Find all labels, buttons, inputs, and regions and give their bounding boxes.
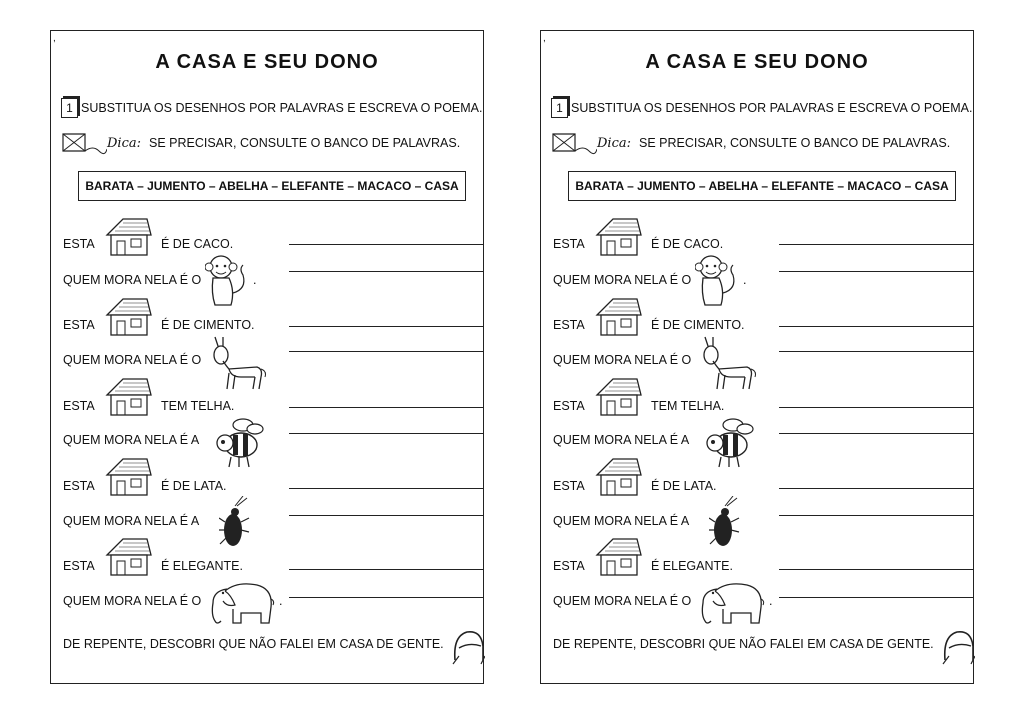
line-text: QUEM MORA NELA É O xyxy=(553,353,692,367)
answer-line[interactable] xyxy=(779,407,973,408)
answer-line[interactable] xyxy=(779,433,973,434)
answer-line[interactable] xyxy=(289,569,483,570)
poem-line-9-end: É ELEGANTE. xyxy=(651,559,733,573)
poem-line-4 xyxy=(63,353,201,367)
cockroach-icon xyxy=(709,496,743,552)
poem-line-2-end: . xyxy=(743,273,747,287)
poem-line-5-end: TEM TELHA. xyxy=(651,399,725,413)
house-icon xyxy=(103,537,153,577)
poem-line-10 xyxy=(63,594,201,608)
bee-icon xyxy=(215,413,265,469)
house-icon xyxy=(103,297,153,337)
line-text: QUEM MORA NELA É A xyxy=(553,514,690,528)
poem-line-9 xyxy=(553,559,585,573)
instruction-text: SUBSTITUA OS DESENHOS POR PALAVRAS E ESCREVA O POEMA. xyxy=(571,101,973,115)
line-text: ESTA xyxy=(63,559,95,573)
final-line: DE REPENTE, DESCOBRI QUE NÃO FALEI EM CASA DE GENTE. xyxy=(553,637,934,651)
answer-line[interactable] xyxy=(779,488,973,489)
poem-line-10 xyxy=(553,594,691,608)
word-bank: BARATA – JUMENTO – ABELHA – ELEFANTE – MACACO – CASA xyxy=(568,171,956,201)
line-text: QUEM MORA NELA É O xyxy=(63,594,202,608)
answer-line[interactable] xyxy=(779,597,973,598)
answer-line[interactable] xyxy=(779,326,973,327)
donkey-icon xyxy=(695,333,757,391)
answer-line[interactable] xyxy=(779,271,973,272)
poem-line-1-end: É DE CACO. xyxy=(651,237,724,251)
poem-line-4 xyxy=(553,353,691,367)
tip xyxy=(61,131,460,155)
tip-label: Dica: xyxy=(107,135,141,151)
worksheet-right xyxy=(540,30,974,684)
line-text: ESTA xyxy=(553,479,585,493)
elephant-icon xyxy=(697,579,767,627)
poem-line-2-end: . xyxy=(253,273,257,287)
worksheet-left xyxy=(50,30,484,684)
answer-line[interactable] xyxy=(779,569,973,570)
answer-line[interactable] xyxy=(289,597,483,598)
line-text: ESTA xyxy=(63,479,95,493)
house-icon xyxy=(593,537,643,577)
page-title: A CASA E SEU DONO xyxy=(645,51,869,73)
hat-icon xyxy=(941,616,975,666)
poem-line-3-end: É DE CIMENTO. xyxy=(161,318,255,332)
poem-line-7-end: É DE LATA. xyxy=(651,479,717,493)
poem-line-8 xyxy=(63,514,199,528)
house-icon xyxy=(593,217,643,257)
poem-line-9-end: É ELEGANTE. xyxy=(161,559,243,573)
answer-line[interactable] xyxy=(289,515,483,516)
line-text: QUEM MORA NELA É O xyxy=(553,594,692,608)
answer-line[interactable] xyxy=(289,351,483,352)
hat-icon xyxy=(451,616,485,666)
answer-line[interactable] xyxy=(289,433,483,434)
answer-line[interactable] xyxy=(289,326,483,327)
poem-line-10-end: . xyxy=(279,594,283,608)
house-icon xyxy=(593,377,643,417)
house-icon xyxy=(103,457,153,497)
instruction-number: 1 xyxy=(61,98,78,118)
tip-text: SE PRECISAR, CONSULTE O BANCO DE PALAVRAS. xyxy=(639,136,951,150)
poem-line-8 xyxy=(553,514,689,528)
line-text: QUEM MORA NELA É O xyxy=(63,273,202,287)
poem-line-6 xyxy=(553,433,689,447)
house-icon xyxy=(593,457,643,497)
line-text: QUEM MORA NELA É A xyxy=(553,433,690,447)
line-text: ESTA xyxy=(553,399,585,413)
poem-line-6 xyxy=(63,433,199,447)
final-line: DE REPENTE, DESCOBRI QUE NÃO FALEI EM CASA DE GENTE. xyxy=(63,637,444,651)
poem-line-5-end: TEM TELHA. xyxy=(161,399,235,413)
instruction-number: 1 xyxy=(551,98,568,118)
line-text: ESTA xyxy=(63,237,95,251)
poem-line-9 xyxy=(63,559,95,573)
answer-line[interactable] xyxy=(779,351,973,352)
word-bank: BARATA – JUMENTO – ABELHA – ELEFANTE – MACACO – CASA xyxy=(78,171,466,201)
line-text: ESTA xyxy=(63,399,95,413)
tip-text: SE PRECISAR, CONSULTE O BANCO DE PALAVRAS. xyxy=(149,136,461,150)
line-text: ESTA xyxy=(553,237,585,251)
answer-line[interactable] xyxy=(289,244,483,245)
line-text: ESTA xyxy=(63,318,95,332)
poem-line-1 xyxy=(63,237,95,251)
line-text: QUEM MORA NELA É A xyxy=(63,514,200,528)
answer-line[interactable] xyxy=(289,488,483,489)
house-icon xyxy=(593,297,643,337)
instruction-text: SUBSTITUA OS DESENHOS POR PALAVRAS E ESCREVA O POEMA. xyxy=(81,101,483,115)
line-text: QUEM MORA NELA É A xyxy=(63,433,200,447)
poem-line-3-end: É DE CIMENTO. xyxy=(651,318,745,332)
house-icon xyxy=(103,377,153,417)
tip xyxy=(551,131,950,155)
page-title: A CASA E SEU DONO xyxy=(155,51,379,73)
line-text: ESTA xyxy=(553,318,585,332)
monkey-icon xyxy=(205,253,249,309)
poem-line-7-end: É DE LATA. xyxy=(161,479,227,493)
kite-icon xyxy=(551,131,597,155)
poem-line-2 xyxy=(63,273,201,287)
donkey-icon xyxy=(205,333,267,391)
line-text: QUEM MORA NELA É O xyxy=(63,353,202,367)
answer-line[interactable] xyxy=(289,407,483,408)
cockroach-icon xyxy=(219,496,253,552)
poem-line-5 xyxy=(63,399,95,413)
poem-line-1-end: É DE CACO. xyxy=(161,237,234,251)
poem-line-5 xyxy=(553,399,585,413)
answer-line[interactable] xyxy=(779,515,973,516)
line-text: QUEM MORA NELA É O xyxy=(553,273,692,287)
poem-line-10-end: . xyxy=(769,594,773,608)
poem-line-3 xyxy=(63,318,95,332)
answer-line[interactable] xyxy=(779,244,973,245)
bee-icon xyxy=(705,413,755,469)
elephant-icon xyxy=(207,579,277,627)
line-text: ESTA xyxy=(553,559,585,573)
monkey-icon xyxy=(695,253,739,309)
poem-line-7 xyxy=(553,479,585,493)
poem-line-1 xyxy=(553,237,585,251)
tip-label: Dica: xyxy=(597,135,631,151)
poem-line-7 xyxy=(63,479,95,493)
corner-mark: , xyxy=(53,33,56,44)
poem-line-3 xyxy=(553,318,585,332)
poem-line-2 xyxy=(553,273,691,287)
instruction xyxy=(61,98,483,118)
answer-line[interactable] xyxy=(289,271,483,272)
house-icon xyxy=(103,217,153,257)
corner-mark: , xyxy=(543,33,546,44)
instruction xyxy=(551,98,973,118)
kite-icon xyxy=(61,131,107,155)
